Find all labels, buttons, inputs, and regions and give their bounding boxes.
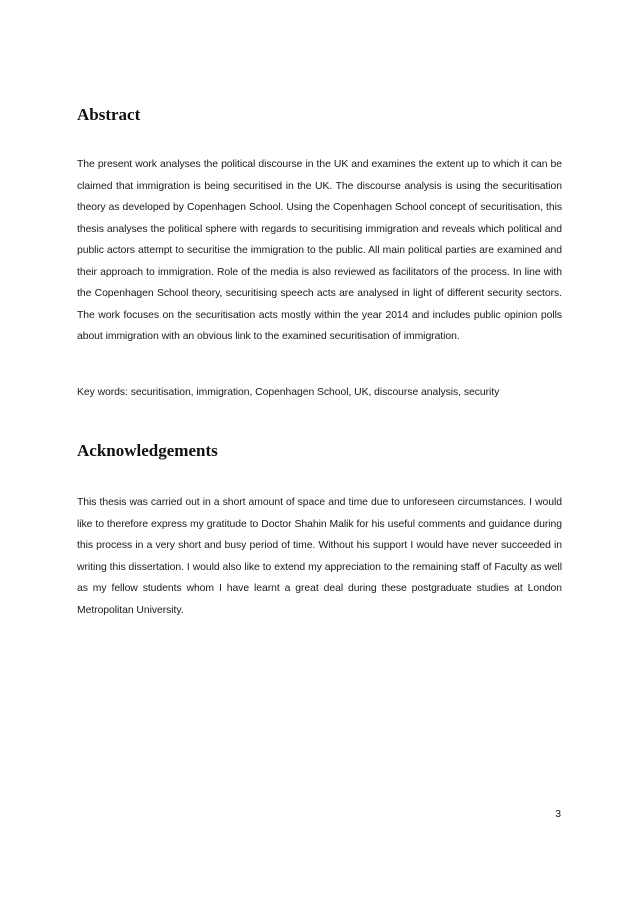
page-number: 3 (555, 809, 561, 820)
abstract-heading: Abstract (77, 105, 141, 124)
acknowledgements-paragraph: This thesis was carried out in a short amount of space and time due to unforeseen circumstances. I would like to therefore express my gratitude to Doctor Shahin Malik for his useful comments and guidance during this process in a very short and busy period of time. Without his support I would have never succeeded in writing this dissertation. I would also like to extend my appreciation to the remaining staff of Faculty as well as my fellow students whom I have learnt a great deal during these postgraduate studies at London Metropolitan University. (77, 497, 562, 616)
keywords-line: Key words: securitisation, immigration, Copenhagen School, UK, discourse analysis, security (77, 387, 500, 398)
acknowledgements-heading: Acknowledgements (77, 441, 218, 460)
abstract-paragraph: The present work analyses the political discourse in the UK and examines the extent up to which it can be claimed that immigration is being securitised in the UK. The discourse analysis is using the securitisation theory as developed by Copenhagen School. Using the Copenhagen School concept of securitisation, this thesis analyses the political sphere with regards to securitising immigration and reveals which political and public actors attempt to securitise the immigration to the public. All main political parties are examined and their approach to immigration. Role of the media is also reviewed as facilitators of the process. In line with the Copenhagen School theory, securitising speech acts are analysed in light of different security sectors. The work focuses on the securitisation acts mostly within the year 2014 and includes public opinion polls about immigration with an obvious link to the examined securitisation of immigration. (77, 159, 562, 342)
